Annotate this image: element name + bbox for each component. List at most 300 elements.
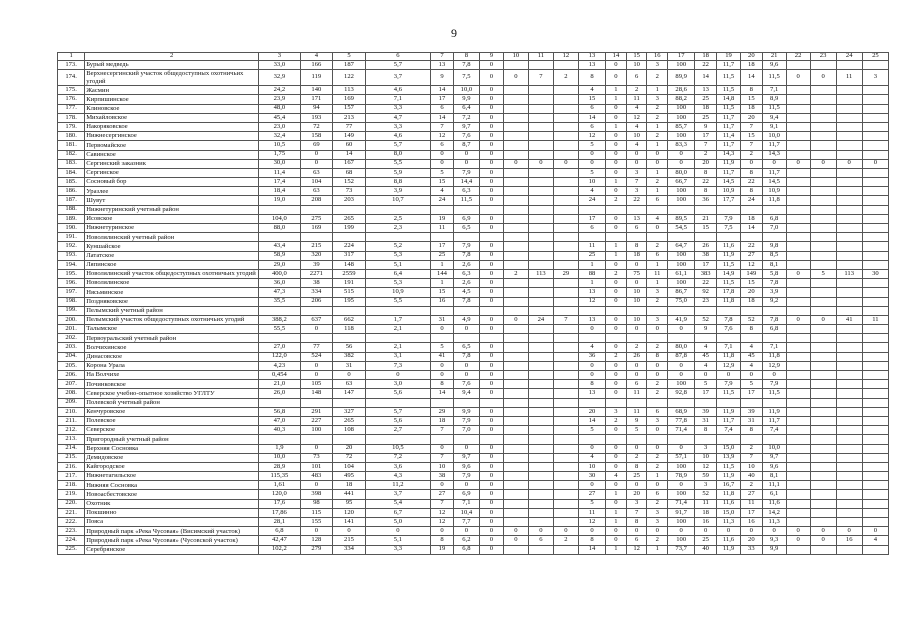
table-cell: 6 <box>578 104 605 113</box>
row-number: 213. <box>58 435 85 444</box>
table-cell: 2 <box>503 269 528 278</box>
table-cell <box>503 104 528 113</box>
table-row <box>58 536 889 545</box>
table-cell: 10 <box>626 132 647 141</box>
table-cell: 0 <box>647 527 668 536</box>
table-cell <box>553 132 578 141</box>
table-cell <box>836 196 862 205</box>
row-name: Талымское <box>85 325 259 334</box>
table-cell: 2 <box>740 444 762 453</box>
table-row <box>58 499 889 508</box>
table-cell: 2,1 <box>365 343 430 352</box>
table-cell: 0 <box>479 371 503 380</box>
table-cell <box>333 398 366 407</box>
table-cell: 11,3 <box>717 518 741 527</box>
table-cell <box>606 306 627 315</box>
table-cell: 17 <box>740 508 762 517</box>
table-cell <box>762 398 786 407</box>
table-cell <box>553 141 578 150</box>
table-cell <box>578 435 605 444</box>
table-cell: 1 <box>647 122 668 131</box>
table-cell <box>503 499 528 508</box>
table-cell: 5,1 <box>365 260 430 269</box>
table-row <box>58 70 889 86</box>
table-cell: 0 <box>479 361 503 370</box>
table-cell <box>553 371 578 380</box>
table-cell: 11,8 <box>717 490 741 499</box>
table-cell <box>528 343 553 352</box>
table-cell <box>479 334 503 343</box>
table-cell: 0 <box>578 481 605 490</box>
table-cell <box>862 499 888 508</box>
table-cell: 11,9 <box>717 159 741 168</box>
table-cell <box>762 205 786 214</box>
table-cell <box>668 334 695 343</box>
table-cell <box>740 306 762 315</box>
table-cell <box>862 187 888 196</box>
row-number: 207. <box>58 380 85 389</box>
table-cell: 52 <box>695 490 717 499</box>
table-cell: 14 <box>740 224 762 233</box>
table-cell <box>836 472 862 481</box>
table-cell: 100 <box>668 196 695 205</box>
table-cell <box>528 132 553 141</box>
table-cell: 63 <box>300 187 333 196</box>
row-number: 224. <box>58 536 85 545</box>
table-cell: 7,8 <box>453 352 479 361</box>
table-cell: 0 <box>431 527 454 536</box>
table-cell: 382 <box>333 352 366 361</box>
table-cell: 0 <box>479 499 503 508</box>
table-cell: 441 <box>333 490 366 499</box>
table-cell: 11,9 <box>717 545 741 554</box>
table-cell: 7,6 <box>453 132 479 141</box>
table-cell: 10,9 <box>717 187 741 196</box>
table-cell: 0 <box>606 536 627 545</box>
table-cell: 100 <box>668 61 695 70</box>
table-cell <box>862 444 888 453</box>
table-cell: 140 <box>300 86 333 95</box>
table-cell: 27 <box>740 251 762 260</box>
table-cell <box>862 141 888 150</box>
table-cell: 6,7 <box>365 508 430 517</box>
table-cell: 6,5 <box>453 224 479 233</box>
table-cell: 10,9 <box>762 187 786 196</box>
table-cell: 5 <box>695 380 717 389</box>
table-cell: 42,47 <box>259 536 300 545</box>
table-cell <box>553 481 578 490</box>
page-number: 9 <box>451 26 457 40</box>
table-cell: 14 <box>695 70 717 86</box>
table-cell <box>528 61 553 70</box>
table-cell <box>740 233 762 242</box>
table-cell: 1 <box>647 86 668 95</box>
table-cell: 0 <box>479 251 503 260</box>
table-cell <box>810 187 836 196</box>
table-cell <box>862 325 888 334</box>
table-cell: 2 <box>606 416 627 425</box>
table-cell: 0 <box>479 159 503 168</box>
table-cell <box>786 132 810 141</box>
table-cell: 16 <box>431 297 454 306</box>
table-cell <box>762 306 786 315</box>
table-cell: 16 <box>740 518 762 527</box>
table-cell <box>578 205 605 214</box>
table-cell <box>333 334 366 343</box>
row-number: 189. <box>58 214 85 223</box>
table-cell <box>528 288 553 297</box>
table-cell: 8 <box>626 518 647 527</box>
table-cell <box>695 306 717 315</box>
table-cell <box>836 407 862 416</box>
table-cell: 3 <box>647 95 668 104</box>
table-cell: 14,4 <box>453 178 479 187</box>
table-cell: 0 <box>606 444 627 453</box>
table-cell: 100 <box>668 536 695 545</box>
table-cell <box>862 343 888 352</box>
table-row <box>58 352 889 361</box>
table-cell: 10,7 <box>365 196 430 205</box>
row-name: Ляпинское <box>85 260 259 269</box>
table-cell: 4,3 <box>365 472 430 481</box>
table-cell: 0 <box>786 159 810 168</box>
row-number: 201. <box>58 325 85 334</box>
table-cell: 11,9 <box>717 472 741 481</box>
table-cell: 89,5 <box>668 214 695 223</box>
table-cell: 48,0 <box>259 104 300 113</box>
table-cell: 5,6 <box>365 416 430 425</box>
table-cell: 11 <box>836 70 862 86</box>
table-cell: 0 <box>606 214 627 223</box>
table-row <box>58 472 889 481</box>
table-cell <box>453 435 479 444</box>
table-cell <box>606 398 627 407</box>
table-cell: 56 <box>333 343 366 352</box>
row-name: Кайгородское <box>85 462 259 471</box>
table-cell: 11,6 <box>717 536 741 545</box>
table-row <box>58 453 889 462</box>
table-cell: 158 <box>300 132 333 141</box>
table-cell: 0 <box>503 536 528 545</box>
table-cell <box>668 398 695 407</box>
table-cell: 4 <box>740 343 762 352</box>
table-cell <box>786 343 810 352</box>
table-row <box>58 251 889 260</box>
table-cell: 5 <box>626 426 647 435</box>
table-cell: 55,5 <box>259 325 300 334</box>
table-cell: 0 <box>503 70 528 86</box>
table-cell: 7,7 <box>453 518 479 527</box>
table-cell: 1,75 <box>259 150 300 159</box>
table-cell: 6,8 <box>762 214 786 223</box>
table-cell: 57,1 <box>668 453 695 462</box>
table-cell: 0 <box>553 527 578 536</box>
table-cell: 14 <box>578 113 605 122</box>
row-number: 203. <box>58 343 85 352</box>
table-cell: 15,0 <box>717 444 741 453</box>
table-cell: 11,9 <box>717 407 741 416</box>
table-cell: 11,7 <box>762 141 786 150</box>
table-cell: 0 <box>300 481 333 490</box>
table-cell <box>810 453 836 462</box>
table-cell: 1 <box>606 95 627 104</box>
table-cell: 0 <box>528 159 553 168</box>
table-cell <box>553 61 578 70</box>
table-cell: 10 <box>578 178 605 187</box>
table-cell: 115,35 <box>259 472 300 481</box>
table-cell: 113 <box>836 269 862 278</box>
table-cell: 29,0 <box>259 260 300 269</box>
table-cell: 5 <box>740 380 762 389</box>
table-cell: 88,2 <box>668 95 695 104</box>
table-cell: 12 <box>578 518 605 527</box>
table-cell <box>862 462 888 471</box>
table-cell <box>259 306 300 315</box>
table-cell: 0 <box>479 444 503 453</box>
table-cell: 17,6 <box>259 499 300 508</box>
table-cell: 0 <box>647 224 668 233</box>
table-cell <box>810 288 836 297</box>
table-cell: 15,0 <box>717 508 741 517</box>
table-cell: 3 <box>647 61 668 70</box>
table-cell <box>836 260 862 269</box>
table-cell: 4 <box>626 122 647 131</box>
table-cell: 18 <box>333 481 366 490</box>
table-cell <box>647 306 668 315</box>
table-row <box>58 518 889 527</box>
table-cell: 0 <box>647 325 668 334</box>
table-cell: 27 <box>431 490 454 499</box>
table-cell: 20 <box>626 490 647 499</box>
table-cell: 14,8 <box>717 95 741 104</box>
table-cell: 1,61 <box>259 481 300 490</box>
table-cell: 1 <box>647 187 668 196</box>
table-cell: 0 <box>453 361 479 370</box>
table-cell <box>528 205 553 214</box>
table-cell <box>626 435 647 444</box>
table-cell: 0 <box>431 481 454 490</box>
table-cell: 7,9 <box>453 472 479 481</box>
row-name: Пригородный учетный район <box>85 435 259 444</box>
table-cell <box>333 233 366 242</box>
table-cell <box>647 435 668 444</box>
table-cell: 1 <box>647 260 668 269</box>
table-cell: 17,86 <box>259 508 300 517</box>
table-cell: 2 <box>647 389 668 398</box>
table-cell: 7,2 <box>453 113 479 122</box>
row-number: 173. <box>58 61 85 70</box>
table-cell <box>786 407 810 416</box>
row-name: Нижняя Сосновка <box>85 481 259 490</box>
table-cell: 7,8 <box>717 315 741 324</box>
table-row <box>58 325 889 334</box>
table-row <box>58 527 889 536</box>
table-cell <box>528 407 553 416</box>
table-cell <box>479 398 503 407</box>
table-cell <box>810 407 836 416</box>
table-cell: 9 <box>431 70 454 86</box>
table-cell <box>528 224 553 233</box>
table-cell <box>836 86 862 95</box>
table-cell: 6 <box>578 122 605 131</box>
table-cell: 13 <box>578 288 605 297</box>
table-cell <box>836 224 862 233</box>
table-cell <box>479 233 503 242</box>
table-cell: 0 <box>647 444 668 453</box>
table-cell: 0 <box>810 159 836 168</box>
table-cell <box>862 251 888 260</box>
table-cell: 71,4 <box>668 499 695 508</box>
table-cell: 2,6 <box>453 260 479 269</box>
table-cell <box>300 398 333 407</box>
row-number: 217. <box>58 472 85 481</box>
table-cell: 27,0 <box>259 343 300 352</box>
table-cell: 0 <box>479 426 503 435</box>
table-cell: 3,0 <box>365 380 430 389</box>
table-cell <box>836 325 862 334</box>
table-cell <box>836 141 862 150</box>
table-cell: 3,3 <box>365 545 430 554</box>
table-cell: 5,7 <box>365 61 430 70</box>
table-cell <box>810 398 836 407</box>
table-cell: 6 <box>626 380 647 389</box>
row-number: 193. <box>58 251 85 260</box>
table-cell <box>762 334 786 343</box>
table-cell: 7 <box>431 499 454 508</box>
table-cell <box>365 334 430 343</box>
table-cell: 8 <box>740 426 762 435</box>
table-cell: 169 <box>333 95 366 104</box>
table-cell <box>862 122 888 131</box>
table-cell: 144 <box>431 269 454 278</box>
table-cell: 7,9 <box>717 380 741 389</box>
table-cell: 7 <box>431 426 454 435</box>
table-cell: 0 <box>647 361 668 370</box>
table-cell <box>528 545 553 554</box>
row-name: На Волчихе <box>85 371 259 380</box>
table-cell: 14,5 <box>717 178 741 187</box>
table-cell: 2 <box>606 196 627 205</box>
table-cell: 5 <box>578 499 605 508</box>
table-cell: 11 <box>578 508 605 517</box>
table-cell: 11 <box>695 499 717 508</box>
table-cell: 524 <box>300 352 333 361</box>
table-cell <box>810 150 836 159</box>
table-cell: 0 <box>762 371 786 380</box>
table-cell: 68,9 <box>668 407 695 416</box>
table-row <box>58 150 889 159</box>
table-cell: 2 <box>626 86 647 95</box>
table-cell <box>786 178 810 187</box>
table-cell <box>836 380 862 389</box>
table-cell: 28,1 <box>259 518 300 527</box>
table-cell <box>647 398 668 407</box>
row-number: 214. <box>58 444 85 453</box>
table-cell <box>862 260 888 269</box>
table-cell <box>810 178 836 187</box>
table-cell: 0 <box>479 260 503 269</box>
table-cell: 0 <box>479 462 503 471</box>
table-cell: 6,9 <box>453 214 479 223</box>
table-cell <box>786 508 810 517</box>
table-cell: 11 <box>626 407 647 416</box>
table-cell: 27 <box>578 490 605 499</box>
table-cell: 0 <box>626 527 647 536</box>
table-cell: 11,5 <box>717 462 741 471</box>
table-cell: 0 <box>606 70 627 86</box>
table-cell: 6 <box>647 490 668 499</box>
table-cell: 0 <box>479 472 503 481</box>
column-number: 3 <box>259 53 300 61</box>
table-cell: 0 <box>606 288 627 297</box>
table-cell <box>528 352 553 361</box>
table-cell: 320 <box>300 251 333 260</box>
table-cell: 8 <box>740 168 762 177</box>
table-cell: 8 <box>578 536 605 545</box>
table-cell: 45,4 <box>259 113 300 122</box>
table-cell: 32,9 <box>259 70 300 86</box>
table-cell <box>528 113 553 122</box>
table-cell: 9,3 <box>762 536 786 545</box>
table-cell <box>810 168 836 177</box>
table-cell: 0 <box>606 389 627 398</box>
table-cell: 115 <box>300 508 333 517</box>
table-cell: 100 <box>300 426 333 435</box>
table-cell <box>862 61 888 70</box>
table-cell <box>836 205 862 214</box>
column-header-row <box>58 53 889 61</box>
row-name: Клиновское <box>85 104 259 113</box>
table-cell: 6,2 <box>453 536 479 545</box>
table-cell <box>453 233 479 242</box>
table-cell: 12 <box>626 545 647 554</box>
table-cell <box>479 205 503 214</box>
table-cell: 5,1 <box>365 536 430 545</box>
table-cell: 7,6 <box>453 380 479 389</box>
table-cell: 327 <box>333 407 366 416</box>
row-number: 192. <box>58 242 85 251</box>
table-cell <box>431 435 454 444</box>
table-cell: 11 <box>862 315 888 324</box>
table-cell <box>836 288 862 297</box>
table-cell: 0 <box>626 444 647 453</box>
table-cell: 89,9 <box>668 70 695 86</box>
table-row <box>58 444 889 453</box>
table-cell: 3,9 <box>365 187 430 196</box>
table-cell: 398 <box>300 490 333 499</box>
table-cell: 227 <box>300 416 333 425</box>
table-cell: 0 <box>479 407 503 416</box>
table-cell: 29 <box>553 269 578 278</box>
table-cell: 8 <box>578 70 605 86</box>
table-cell <box>836 435 862 444</box>
table-cell: 8 <box>695 168 717 177</box>
table-cell <box>553 398 578 407</box>
table-cell: 0 <box>695 527 717 536</box>
table-cell: 26 <box>626 352 647 361</box>
table-cell <box>528 444 553 453</box>
table-cell: 2 <box>553 70 578 86</box>
table-cell <box>606 334 627 343</box>
table-cell <box>668 233 695 242</box>
table-cell <box>810 306 836 315</box>
table-cell: 12 <box>626 113 647 122</box>
table-cell: 7,6 <box>717 325 741 334</box>
table-cell: 4 <box>647 214 668 223</box>
row-number: 191. <box>58 233 85 242</box>
table-cell <box>786 205 810 214</box>
table-cell <box>528 380 553 389</box>
